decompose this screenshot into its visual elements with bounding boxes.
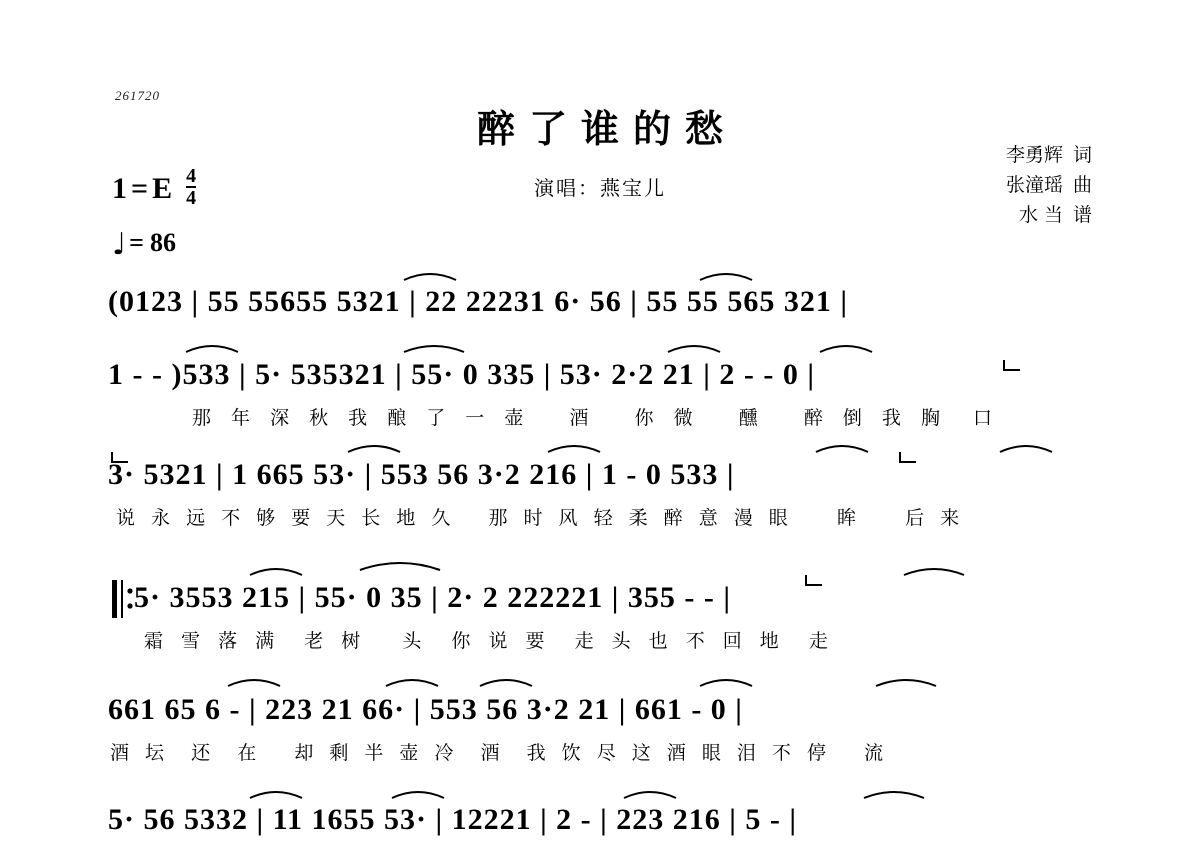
lyrics-line-2: 那 年 深 秋 我 酿 了 一 壶 酒 你 微 醺 醉 倒 我 胸 口 [192, 407, 1000, 429]
document-id-stamp: 261720 [115, 88, 160, 103]
quarter-note-icon: ♩ [112, 227, 127, 262]
tempo-equals: = [129, 228, 144, 257]
notes-line-4: 5· 3553 215 | 55· 0 35 | 2· 2 222221 | 355 - - | [134, 581, 731, 614]
credit-lyricist: 李勇辉 词 [1005, 144, 1092, 166]
music-system-4 [108, 578, 1092, 654]
key-signature-do: 1 [112, 172, 127, 205]
notes-line-2: 1 - - )533 | 5· 535321 | 55· 0 335 | 53· 2·2 21 | 2 - - 0 | [108, 358, 816, 391]
notes-line-5: 661 65 6 - | 223 21 66· | 553 56 3·2 21 | 661 - 0 | [108, 693, 743, 726]
music-system-2 [108, 355, 1092, 431]
credit-transcriber: 水 当 谱 [1018, 204, 1092, 226]
time-signature-denominator: 4 [186, 187, 197, 209]
music-system-5 [108, 690, 1092, 766]
notes-line-3: 3· 5321 | 1 665 53· | 553 56 3·2 216 | 1 - 0 533 | [108, 458, 735, 491]
lyrics-line-3: 说 永 远 不 够 要 天 长 地 久 那 时 风 轻 柔 醉 意 漫 眼 眸 后 来 [116, 507, 965, 529]
time-signature [186, 166, 196, 208]
music-system-6 [108, 800, 1092, 844]
key-signature-key: E [152, 172, 173, 205]
singer-line: 演唱：燕宝儿 [534, 176, 666, 200]
notes-line-1: (0123 | 55 55655 5321 | 22 22231 6· 56 | 55 55 565 321 | [108, 285, 848, 318]
credit-composer: 张潼瑶 曲 [1005, 174, 1092, 196]
time-signature-numerator: 4 [186, 165, 197, 187]
key-signature-equals: = [131, 172, 149, 205]
tempo-marking [112, 227, 176, 262]
lyrics-line-5: 酒 坛 还 在 却 剩 半 壶 冷 酒 我 饮 尽 这 酒 眼 泪 不 停 流 [110, 742, 889, 764]
music-system-3 [108, 455, 1092, 531]
music-system-1 [108, 282, 1092, 326]
notes-line-6: 5· 56 5332 | 11 1655 53· | 12221 | 2 - | 223 216 | 5 - | [108, 803, 797, 836]
lyrics-line-4: 霜 雪 落 满 老 树 头 你 说 要 走 头 也 不 回 地 走 [144, 630, 834, 652]
credits-block [1006, 140, 1092, 230]
page-title: 醉了谁的愁 [476, 107, 737, 151]
key-signature [112, 165, 197, 210]
tempo-bpm: 86 [149, 228, 176, 257]
